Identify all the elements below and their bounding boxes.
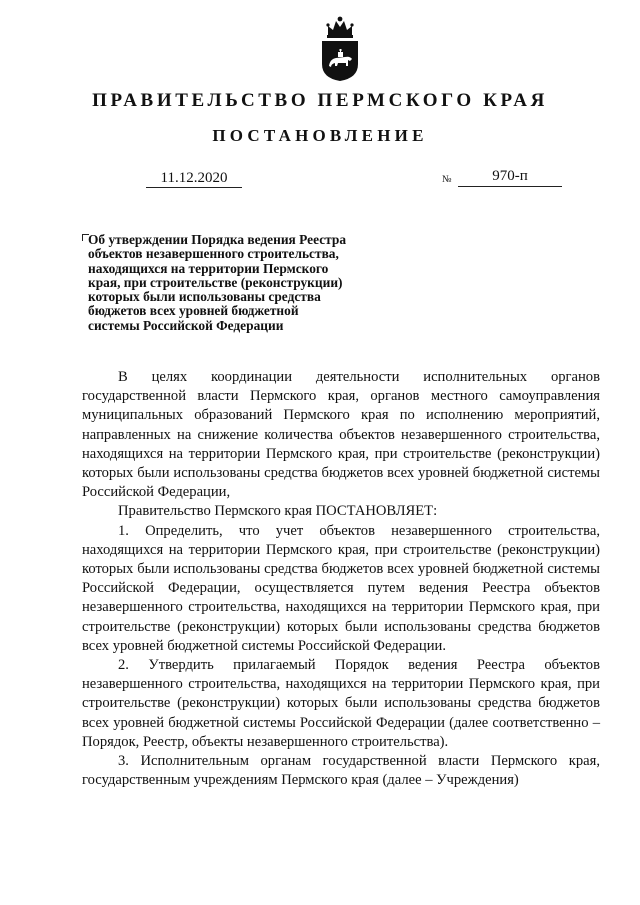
subject-line: Об утверждении Порядка ведения Реестра	[88, 232, 347, 247]
body-paragraph: 1. Определить, что учет объектов незавершенного строительства, находящихся на территории Пермского края, при строительстве (реконструкции) которых были использованы средства бюджетов всех уровней бюджетной системы Российской Федерации, осуществляется путем ведения Реестра объектов незавершенного строительства, находящихся на территории Пермского края, при строительстве (реконструкции) которых были использованы средства бюджетов всех уровней бюджетной системы Российской Федерации.	[82, 522, 600, 654]
subject-block	[88, 233, 388, 333]
document-body	[82, 368, 600, 790]
subject-line: объектов незавершенного строительства,	[88, 246, 339, 262]
body-paragraph: В целях координации деятельности исполнительных органов государственной власти Пермского края, органов местного самоуправления муниципальных образований Пермского края по исполнению мероприятий, направленных на снижение количества объектов незавершенного строительства, находящихся на территории Пермского края, при строительстве (реконструкции) которых были использованы средства бюджетов всех уровней бюджетной системы Российской Федерации,	[82, 369, 600, 501]
subject-line: находящихся на территории Пермского	[88, 260, 329, 276]
document-date: 11.12.2020	[146, 170, 242, 188]
organization-title: ПРАВИТЕЛЬСТВО ПЕРМСКОГО КРАЯ	[92, 90, 548, 111]
subject-line: системы Российской Федерации	[88, 317, 284, 333]
document-number: 970-п	[458, 166, 562, 187]
subject-line: бюджетов всех уровней бюджетной	[88, 303, 299, 319]
document-type: ПОСТАНОВЛЕНИЕ	[212, 126, 428, 145]
body-paragraph: 2. Утвердить прилагаемый Порядок ведения Реестра объектов незавершенного строительства, находящихся на территории Пермского края, при строительстве (реконструкции) которых были использованы средства бюджетов всех уровней бюджетной системы Российской Федерации (далее соответственно – Порядок, Реестр, объекты незавершенного строительства).	[82, 657, 600, 750]
coat-of-arms-icon	[319, 14, 361, 82]
number-label: №	[442, 174, 452, 185]
body-paragraph: Правительство Пермского края ПОСТАНОВЛЯЕТ:	[118, 503, 438, 520]
subject-line: края, при строительстве (реконструкции)	[88, 274, 343, 290]
subject-line: которых были использованы средства	[88, 289, 321, 305]
body-paragraph: 3. Исполнительным органам государственной власти Пермского края, государственным учреждениям Пермского края (далее – Учреждения)	[82, 753, 600, 789]
